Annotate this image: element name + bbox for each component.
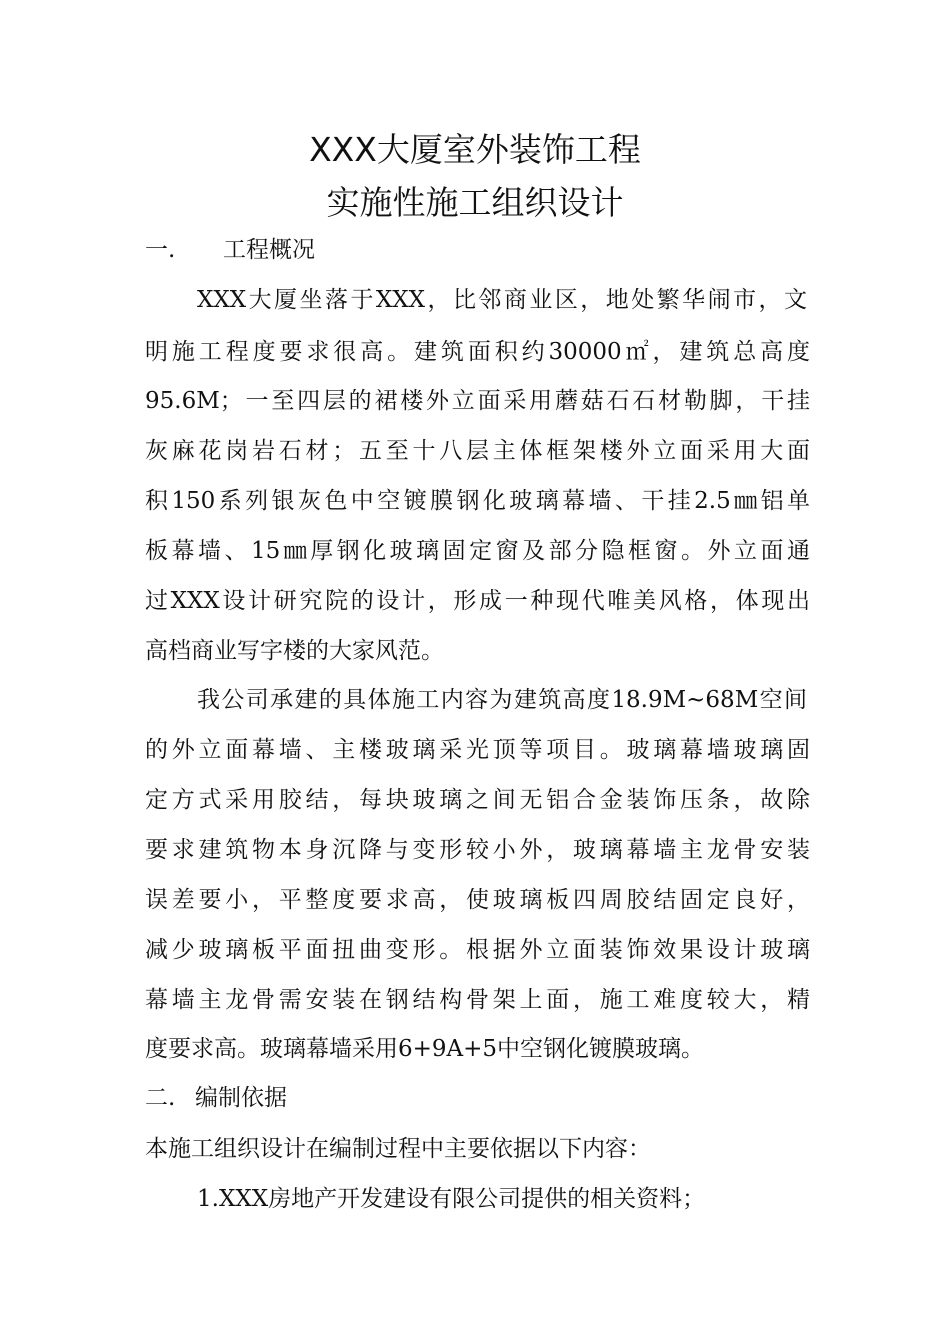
document-title-line-2: 实施性施工组织设计	[326, 183, 624, 222]
paragraph-2-line: 我公司承建的具体施工内容为建筑高度18.9M~68M空间	[197, 687, 807, 713]
basis-intro: 本施工组织设计在编制过程中主要依据以下内容：	[145, 1136, 651, 1162]
paragraph-1-line: 过XXX设计研究院的设计，形成一种现代唯美风格，体现出	[145, 588, 810, 614]
paragraph-2-line: 的外立面幕墙、主楼玻璃采光顶等项目。玻璃幕墙玻璃固	[145, 737, 810, 763]
section-2-title: 编制依据	[195, 1085, 287, 1111]
paragraph-2-line: 幕墙主龙骨需安装在钢结构骨架上面，施工难度较大，精	[145, 987, 810, 1013]
document-title-line-1: XXX大厦室外装饰工程	[309, 130, 641, 169]
section-2-number: 二.	[145, 1085, 176, 1111]
paragraph-1-line: 积150系列银灰色中空镀膜钢化玻璃幕墙、干挂2.5㎜铝单	[145, 488, 810, 514]
paragraph-1-line: 灰麻花岗岩石材；五至十八层主体框架楼外立面采用大面	[145, 438, 810, 464]
paragraph-2-line: 误差要小，平整度要求高，使玻璃板四周胶结固定良好，	[145, 887, 810, 913]
paragraph-1-line: XXX大厦坐落于XXX，比邻商业区，地处繁华闹市，文	[197, 287, 807, 313]
paragraph-2-line: 要求建筑物本身沉降与变形较小外，玻璃幕墙主龙骨安装	[145, 837, 810, 863]
section-1-title: 工程概况	[223, 237, 315, 263]
paragraph-1-line: 95.6M；一至四层的裙楼外立面采用蘑菇石石材勒脚，干挂	[145, 388, 810, 414]
section-1-number: 一.	[145, 237, 176, 263]
paragraph-2-line: 定方式采用胶结，每块玻璃之间无铝合金装饰压条，故除	[145, 787, 810, 813]
paragraph-1-line: 明施工程度要求很高。建筑面积约30000㎡，建筑总高度	[145, 339, 810, 365]
paragraph-1-line: 板幕墙、15㎜厚钢化玻璃固定窗及部分隐框窗。外立面通	[145, 538, 810, 564]
paragraph-2-line: 度要求高。玻璃幕墙采用6+9A+5中空钢化镀膜玻璃。	[145, 1036, 705, 1062]
basis-item-1: 1.XXX房地产开发建设有限公司提供的相关资料；	[197, 1186, 706, 1212]
paragraph-2-line: 减少玻璃板平面扭曲变形。根据外立面装饰效果设计玻璃	[145, 937, 810, 963]
paragraph-1-line: 高档商业写字楼的大家风范。	[145, 638, 444, 664]
